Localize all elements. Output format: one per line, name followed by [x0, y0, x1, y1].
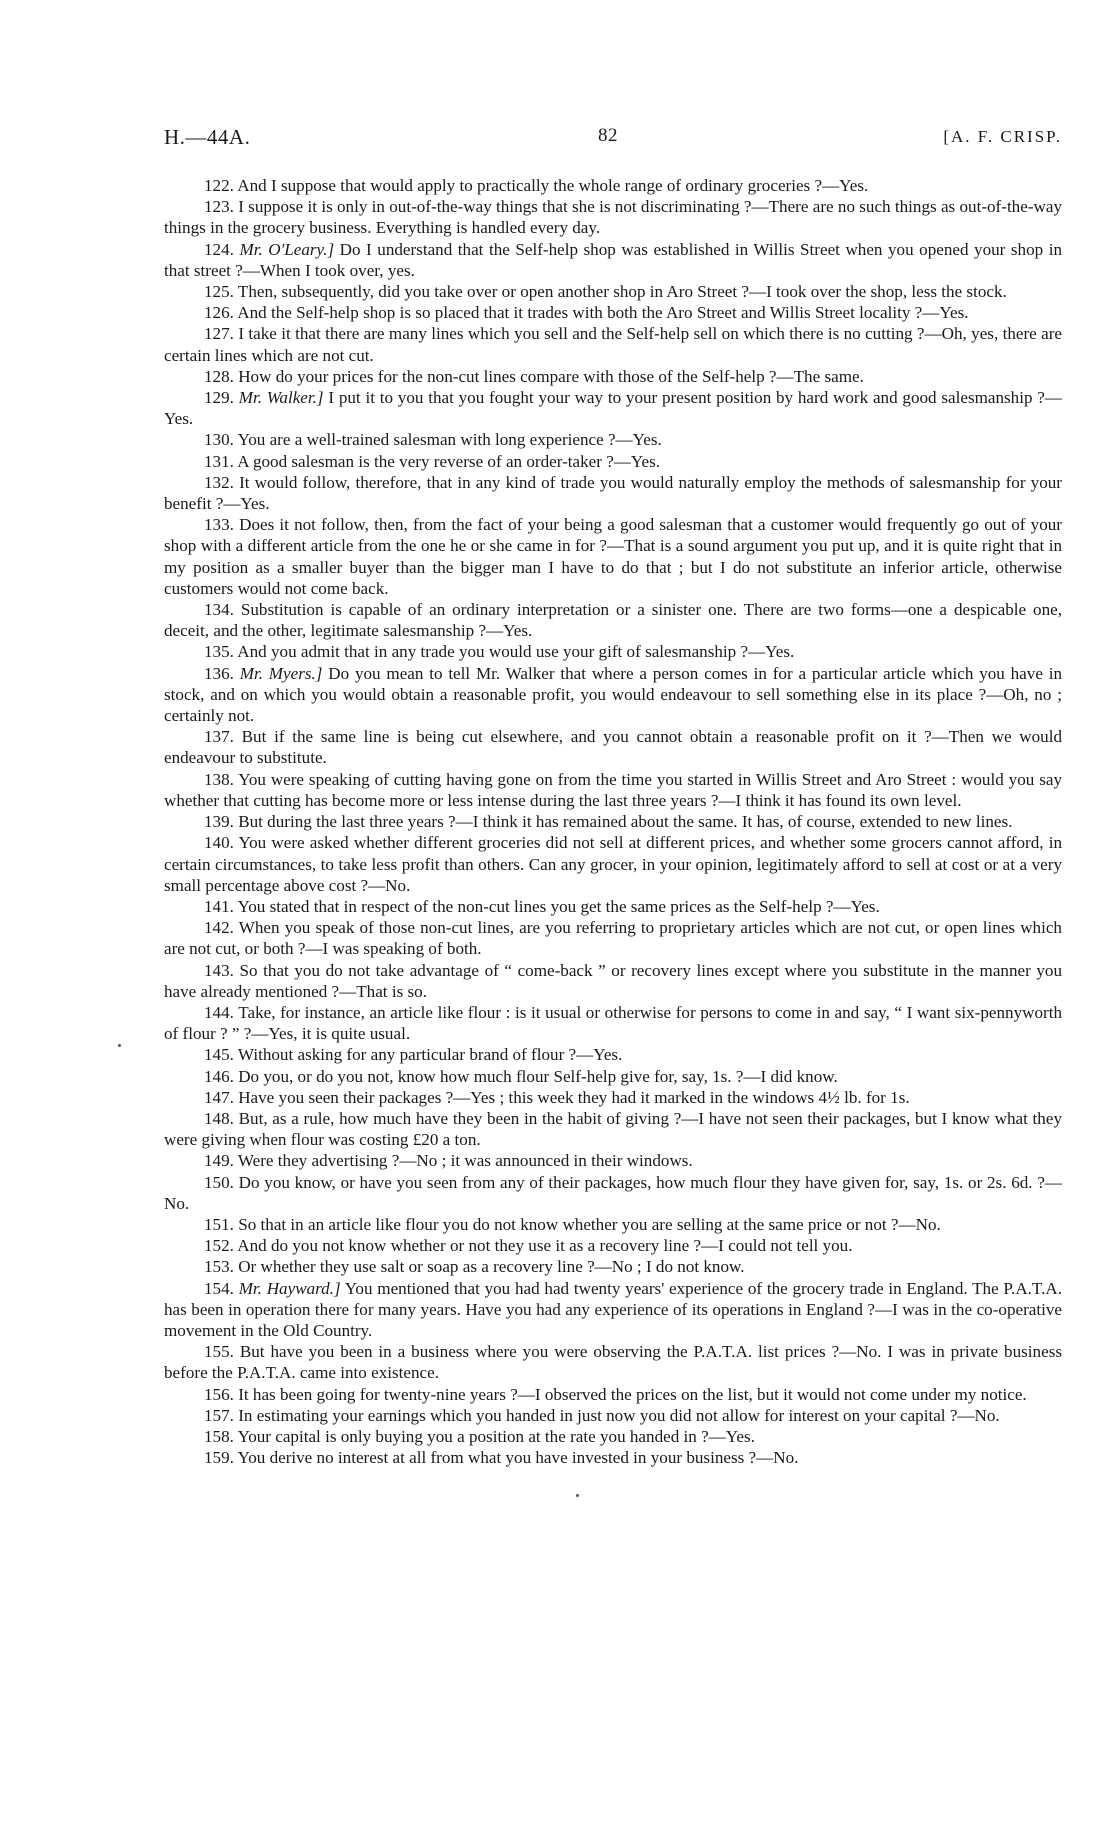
question-number: 128. — [204, 366, 234, 386]
question-answer-paragraph — [164, 896, 1062, 917]
question-answer-paragraph — [164, 1405, 1062, 1426]
question-answer-text: Were they advertising ?—No ; it was announced in their windows. — [237, 1151, 693, 1171]
question-number: 137. — [204, 727, 234, 747]
scan-speck — [118, 1044, 121, 1047]
question-answer-paragraph — [164, 1426, 1062, 1447]
question-number: 149. — [204, 1151, 234, 1171]
question-answer-paragraph — [164, 1066, 1062, 1087]
question-answer-paragraph — [164, 1235, 1062, 1256]
speaker-name: Mr. O'Leary.] — [239, 239, 335, 259]
question-answer-paragraph — [164, 514, 1062, 599]
question-number: 135. — [204, 642, 234, 662]
question-number: 140. — [204, 833, 234, 853]
page-header — [164, 125, 1062, 151]
question-answer-paragraph — [164, 472, 1062, 514]
question-answer-text: Do you know, or have you seen from any of their packages, how much flour they have given for, say, 1s. or 2s. 6d. ?—No. — [164, 1172, 1063, 1213]
speaker-name: Mr. Walker.] — [238, 388, 324, 408]
question-number: 154. — [204, 1278, 234, 1298]
question-number: 132. — [204, 472, 234, 492]
question-answer-paragraph — [164, 1384, 1062, 1405]
question-answer-paragraph — [164, 769, 1062, 811]
question-answer-paragraph — [164, 429, 1062, 450]
question-answer-paragraph — [164, 1150, 1062, 1171]
question-answer-text: But, as a rule, how much have they been in the habit of giving ?—I have not seen their packages, but I know what they were giving when flour was costing £20 a ton. — [164, 1108, 1062, 1150]
question-number: 146. — [204, 1066, 234, 1086]
question-answer-paragraph — [164, 302, 1062, 323]
question-number: 139. — [204, 812, 234, 832]
question-answer-paragraph — [164, 1044, 1062, 1065]
question-answer-text: You mentioned that you had had twenty years' experience of the grocery trade in England. The P.A.T.A. has been in operation there for many years. Have you had any experience of its operations in England ?—I was in the co-operative movement in the Old Country. — [164, 1278, 1063, 1340]
question-answer-paragraph — [164, 811, 1062, 832]
question-answer-text: Do I understand that the Self-help shop was established in Willis Street when you opened your shop in that street ?—When I took over, yes. — [164, 239, 1062, 280]
question-answer-text: So that you do not take advantage of “ come-back ” or recovery lines except where you substitute in the manner you have already mentioned ?—That is so. — [164, 960, 1062, 1001]
question-answer-text: It would follow, therefore, that in any kind of trade you would naturally employ the methods of salesmanship for your benefit ?—Yes. — [164, 472, 1062, 514]
question-answer-text: But during the last three years ?—I think it has remained about the same. It has, of course, extended to new lines. — [238, 812, 1013, 832]
question-number: 124. — [204, 239, 234, 259]
question-answer-paragraph — [164, 175, 1062, 196]
question-number: 159. — [204, 1448, 234, 1468]
question-answer-text: Without asking for any particular brand of flour ?—Yes. — [237, 1045, 623, 1065]
question-answer-text: When you speak of those non-cut lines, are you referring to proprietary articles which are not cut, or open lines which are not cut, or both ?—I was speaking of both. — [164, 918, 1062, 959]
question-answer-text: In estimating your earnings which you handed in just now you did not allow for interest on your capital ?—No. — [238, 1405, 1000, 1425]
document-reference: H.—44A. — [164, 125, 251, 149]
question-answer-paragraph — [164, 663, 1062, 727]
question-number: 131. — [204, 451, 234, 471]
question-answer-text: It has been going for twenty-nine years ?—I observed the prices on the list, but it would not come under my notice. — [238, 1384, 1027, 1404]
scan-speck — [576, 1494, 579, 1497]
question-answer-text: A good salesman is the very reverse of an order-taker ?—Yes. — [237, 451, 661, 471]
question-number: 123. — [204, 197, 234, 217]
question-answer-paragraph — [164, 1108, 1062, 1150]
question-answer-paragraph — [164, 1341, 1062, 1383]
question-answer-text: But have you been in a business where you were observing the P.A.T.A. list prices ?—No. I was in private business before the P.A.T.A. came into existence. — [164, 1342, 1062, 1383]
question-number: 130. — [204, 430, 234, 450]
question-answer-paragraph — [164, 599, 1062, 641]
question-number: 136. — [204, 663, 234, 683]
question-answer-text: You stated that in respect of the non-cut lines you get the same prices as the Self-help ?—Yes. — [237, 896, 880, 916]
question-number: 147. — [204, 1087, 234, 1107]
question-number: 141. — [204, 896, 234, 916]
question-answer-text: And do you not know whether or not they use it as a recovery line ?—I could not tell you. — [237, 1236, 853, 1256]
question-answer-paragraph — [164, 960, 1062, 1002]
speaker-name: Mr. Myers.] — [239, 663, 323, 683]
question-answer-paragraph — [164, 1172, 1062, 1214]
question-number: 153. — [204, 1257, 234, 1277]
question-answer-paragraph — [164, 1256, 1062, 1277]
page-number: 82 — [598, 125, 618, 146]
question-answer-paragraph — [164, 726, 1062, 768]
question-answer-text: Substitution is capable of an ordinary interpretation or a sinister one. There are two forms—one a despicable one, deceit, and the other, legitimate salesmanship ?—Yes. — [164, 600, 1062, 641]
question-number: 138. — [204, 769, 234, 789]
question-answer-text: You derive no interest at all from what you have invested in your business ?—No. — [237, 1448, 799, 1468]
question-answer-text: How do your prices for the non-cut lines compare with those of the Self-help ?—The same. — [238, 366, 864, 386]
question-answer-text: I take it that there are many lines which you sell and the Self-help sell on which there is no cutting ?—Oh, yes, there are certain lines which are not cut. — [164, 324, 1062, 365]
question-answer-paragraph — [164, 451, 1062, 472]
question-answer-text: I put it to you that you fought your way to your present position by hard work and good salesmanship ?—Yes. — [164, 388, 1062, 429]
document-page — [164, 125, 1062, 1468]
question-answer-paragraph — [164, 641, 1062, 662]
question-answer-text: You were speaking of cutting having gone on from the time you started in Willis Street and Aro Street : would you say whether that cutting has become more or less intense during the last three years ?—I think it has found its own level. — [164, 769, 1062, 810]
question-answer-text: You were asked whether different groceries did not sell at different prices, and whether some grocers cannot afford, in certain circumstances, to take less profit than others. Can any grocer, in your opinion, legitimately afford to sell at cost or at a very small percentage above cost ?—No. — [164, 833, 1062, 895]
question-number: 122. — [204, 176, 234, 195]
question-number: 133. — [204, 515, 234, 535]
question-answer-paragraph — [164, 917, 1062, 959]
witness-name: [A. F. CRISP. — [943, 127, 1062, 146]
question-answer-paragraph — [164, 387, 1062, 429]
question-answer-text: Or whether they use salt or soap as a recovery line ?—No ; I do not know. — [238, 1257, 745, 1277]
question-answer-text: And you admit that in any trade you would use your gift of salesmanship ?—Yes. — [237, 642, 795, 662]
question-answer-text: I suppose it is only in out-of-the-way things that she is not discriminating ?—There are no such things as out-of-the-way things in the grocery business. Everything is handled every day. — [164, 197, 1062, 238]
question-number: 155. — [204, 1342, 234, 1362]
question-number: 125. — [204, 282, 234, 302]
question-answer-paragraph — [164, 366, 1062, 387]
question-answer-paragraph — [164, 1214, 1062, 1235]
question-number: 143. — [204, 960, 234, 980]
question-answer-text: But if the same line is being cut elsewhere, and you cannot obtain a reasonable profit on it ?—Then we would endeavour to substitute. — [164, 727, 1063, 768]
question-answer-text: You are a well-trained salesman with long experience ?—Yes. — [237, 430, 662, 450]
testimony-body — [164, 175, 1062, 1468]
question-number: 142. — [204, 918, 234, 938]
question-answer-text: And the Self-help shop is so placed that it trades with both the Aro Street and Willis Street locality ?—Yes. — [237, 303, 969, 323]
question-number: 145. — [204, 1045, 234, 1065]
question-answer-text: And I suppose that would apply to practically the whole range of ordinary groceries ?—Yes. — [237, 176, 869, 195]
question-answer-text: Your capital is only buying you a position at the rate you handed in ?—Yes. — [237, 1426, 755, 1446]
question-number: 158. — [204, 1426, 234, 1446]
question-number: 134. — [204, 600, 234, 620]
question-answer-paragraph — [164, 1278, 1062, 1342]
question-answer-paragraph — [164, 239, 1062, 281]
question-number: 129. — [204, 388, 234, 408]
question-number: 127. — [204, 324, 234, 344]
question-answer-paragraph — [164, 281, 1062, 302]
question-number: 151. — [204, 1214, 234, 1234]
question-answer-text: Have you seen their packages ?—Yes ; this week they had it marked in the windows 4½ lb. for 1s. — [238, 1087, 910, 1107]
question-number: 156. — [204, 1384, 234, 1404]
question-number: 126. — [204, 303, 234, 323]
question-answer-text: Then, subsequently, did you take over or open another shop in Aro Street ?—I took over the shop, less the stock. — [237, 282, 1007, 302]
question-number: 157. — [204, 1405, 234, 1425]
question-answer-paragraph — [164, 832, 1062, 896]
question-answer-paragraph — [164, 1087, 1062, 1108]
question-answer-text: Do you, or do you not, know how much flour Self-help give for, say, 1s. ?—I did know. — [238, 1066, 838, 1086]
speaker-name: Mr. Hayward.] — [238, 1278, 341, 1298]
question-number: 150. — [204, 1172, 234, 1192]
question-number: 144. — [204, 1002, 234, 1022]
question-answer-paragraph — [164, 196, 1062, 238]
question-answer-text: Does it not follow, then, from the fact of your being a good salesman that a customer would frequently go out of your shop with a different article from the one he or she came in for ?—That is a sound argument you put up, and it is quite right that in my position as a smaller buyer than the bigger man I have to do that ; but I do not substitute an inferior article, otherwise customers would not come back. — [164, 515, 1062, 598]
question-answer-paragraph — [164, 1002, 1062, 1044]
question-answer-paragraph — [164, 1447, 1062, 1468]
question-answer-text: Do you mean to tell Mr. Walker that where a person comes in for a particular article which you have in stock, and on which you would obtain a reasonable profit, you would endeavour to sell something else in its place ?—Oh, no ; certainly not. — [164, 663, 1062, 726]
question-number: 148. — [204, 1108, 234, 1128]
question-answer-text: Take, for instance, an article like flour : is it usual or otherwise for persons to come in and say, “ I want six-pennyworth of flour ? ” ?—Yes, it is quite usual. — [164, 1002, 1063, 1044]
question-answer-text: So that in an article like flour you do not know whether you are selling at the same price or not ?—No. — [238, 1214, 941, 1234]
question-number: 152. — [204, 1236, 234, 1256]
question-answer-paragraph — [164, 323, 1062, 365]
